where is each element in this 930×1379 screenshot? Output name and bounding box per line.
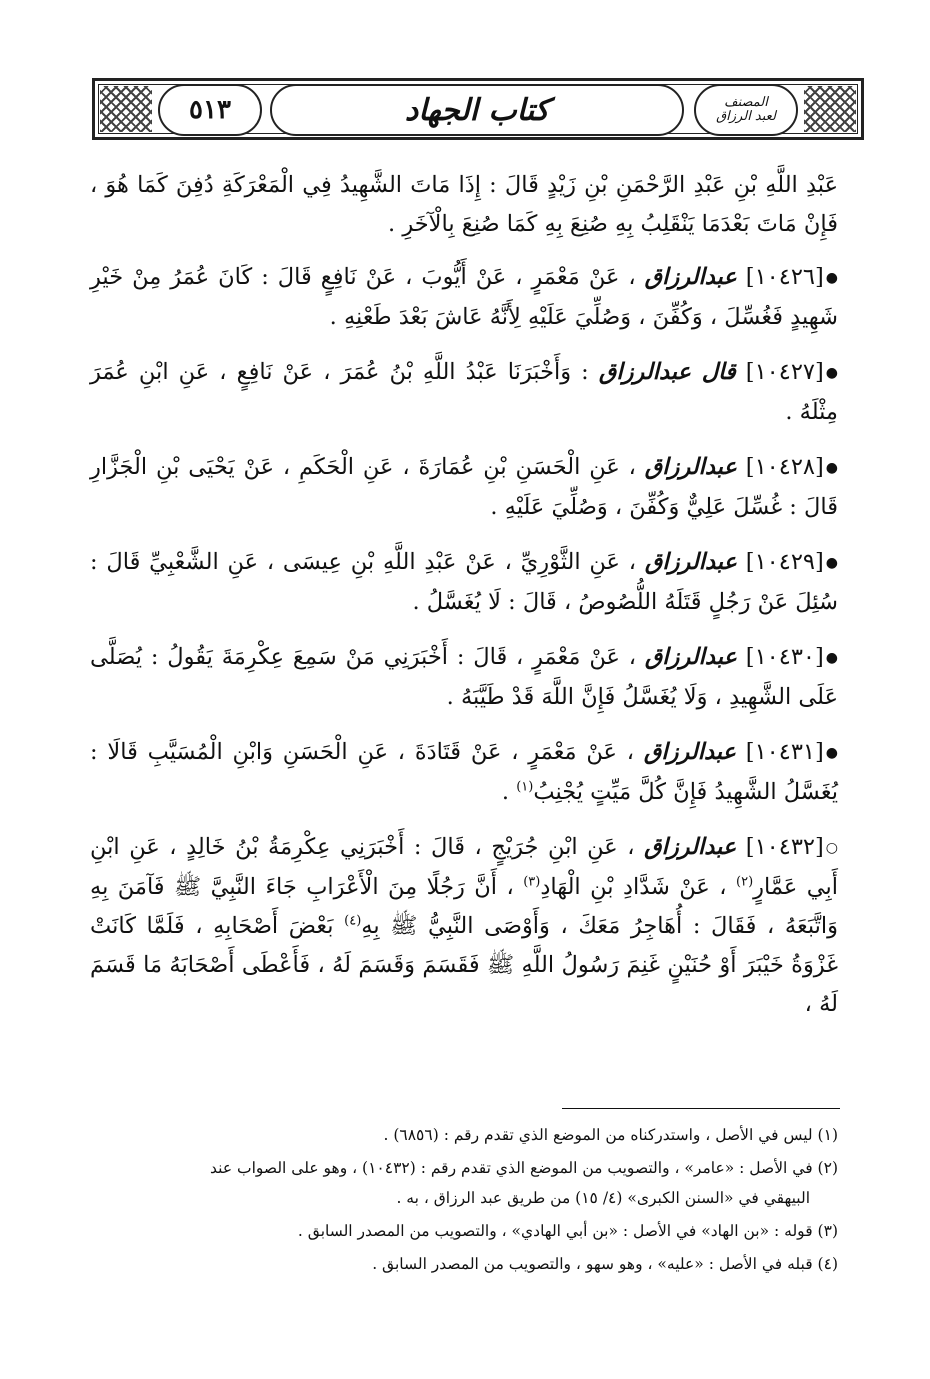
footnote-ref[interactable]: (٣)	[523, 874, 541, 890]
footnote-text: قبله في الأصل : «عليه» ، وهو سهو ، والتصويب من المصدر السابق .	[372, 1255, 813, 1273]
footnote-item	[90, 1216, 838, 1246]
page-number-cartouche	[158, 84, 262, 136]
series-title	[706, 96, 786, 124]
hadith-number: [١٠٤٢٩]	[745, 549, 824, 575]
page-header	[92, 78, 864, 140]
hadith-text-end: .	[501, 779, 517, 805]
footnote-label: (٢)	[817, 1159, 838, 1177]
paragraph-text: عَبْدِ اللَّهِ بْنِ عَبْدِ الرَّحْمَنِ بْنِ زَيْدٍ قَالَ : إِذَا مَاتَ الشَّهِيدُ فِي الْمَعْرَكَةِ دُفِنَ كَمَا هُوَ ، فَإِنْ مَاتَ بَعْدَمَا يَنْقَلِبُ بِهِ صُنِعَ بِهِ كَمَا صُنِعَ بِالْآخَرِ .	[90, 172, 838, 237]
narrator-name: قال عبدالرزاق	[598, 359, 736, 385]
footnote-item	[90, 1120, 838, 1150]
footnotes	[90, 1120, 838, 1282]
footnote-text: قوله : «بن الهاد» في الأصل : «بن أبي الهادي» ، والتصويب من المصدر السابق .	[297, 1222, 813, 1240]
footnote-ref[interactable]: (١)	[516, 779, 534, 795]
hadith-text: ، عَنْ مَعْمَرٍ ، قَالَ : أَخْبَرَنِي مَنْ سَمِعَ عِكْرِمَةَ يَقُولُ : يُصَلَّى عَلَى الشَّهِيدِ ، وَلَا يُغَسَّلُ فَإِنَّ اللَّهَ قَدْ طَيَّبَهُ .	[90, 644, 838, 710]
bullet-marker: ●	[825, 270, 838, 286]
hadith-paragraph	[90, 543, 838, 622]
series-title-line2: لعبد الرزاق	[716, 109, 776, 124]
ornament-right-icon	[804, 86, 856, 132]
narrator-name: عبدالرزاق	[644, 264, 737, 290]
footnote-text-continuation: البيهقي في «السنن الكبرى» (٤/ ١٥) من طريق عبد الرزاق ، به .	[396, 1189, 810, 1207]
bullet-marker: ●	[825, 365, 839, 381]
hadith-text: ، عَنْ مَعْمَرٍ ، عَنْ قَتَادَةَ ، عَنِ الْحَسَنِ وَابْنِ الْمُسَيَّبِ قَالَا : يُغَسَّلُ الشَّهِيدُ فَإِنَّ كُلَّ مَيِّتٍ يُجْنِبُ	[90, 739, 838, 805]
hadith-text: بَعْضَ أَصْحَابِهِ ، فَلَمَّا كَانَتْ غَزْوَةُ خَيْبَرَ أَوْ حُنَيْنٍ غَنِمَ رَسُولُ اللَّهِ ﷺ فَقَسَمَ وَقَسَمَ لَهُ ، فَأَعْطَى أَصْحَابَهُ مَا قَسَمَ لَهُ ،	[90, 913, 838, 1017]
page-number: ٥١٣	[189, 95, 231, 125]
hadith-number: [١٠٤٣٠]	[745, 644, 824, 670]
footnote-ref[interactable]: (٢)	[736, 874, 754, 890]
bullet-marker: ●	[825, 745, 839, 761]
hadith-text: ، عَنْ شَدَّادِ بْنِ الْهَادِ	[540, 874, 736, 900]
hadith-text: ، عَنِ ابْنِ جُرَيْجٍ ، قَالَ : أَخْبَرَنِي عِكْرِمَةُ بْنُ خَالِدٍ ، عَنِ ابْنِ أَبِي عَمَّارٍ	[90, 834, 838, 900]
narrator-name: عبدالرزاق	[644, 834, 737, 860]
book-title-cartouche	[270, 84, 684, 136]
hadith-paragraph	[90, 828, 838, 1024]
hadith-text: ، عَنِ الْحَسَنِ بْنِ عُمَارَةَ ، عَنِ الْحَكَمِ ، عَنْ يَحْيَى بْنِ الْجَزَّارِ قَالَ : غُسِّلَ عَلِيٌّ وَكُفِّنَ ، وَصُلِّيَ عَلَيْهِ .	[90, 454, 838, 520]
book-title: كتاب الجهاد	[404, 92, 550, 128]
footnote-ref[interactable]: (٤)	[344, 913, 362, 929]
narrator-name: عبدالرزاق	[644, 644, 737, 670]
series-title-cartouche	[694, 84, 798, 136]
footnote-divider	[562, 1108, 840, 1109]
hadith-paragraph	[90, 258, 838, 337]
bullet-marker: ●	[825, 460, 838, 476]
hadith-text: ، عَنْ مَعْمَرٍ ، عَنْ أَيُّوبَ ، عَنْ نَافِعٍ قَالَ : كَانَ عُمَرُ مِنْ خَيْرِ شَهِيدٍ فَغُسِّلَ ، وَكُفِّنَ ، وَصُلِّيَ عَلَيْهِ لِأَنَّهُ عَاشَ بَعْدَ طَعْنِهِ .	[90, 264, 838, 330]
hadith-text: : وَأَخْبَرَنَا عَبْدُ اللَّهِ بْنُ عُمَرَ ، عَنْ نَافِعٍ ، عَنِ ابْنِ عُمَرَ مِثْلَهُ .	[90, 359, 838, 425]
footnote-label: (٣)	[817, 1222, 838, 1240]
series-title-line1: المصنف	[724, 95, 768, 110]
paragraph-continuation	[90, 166, 838, 244]
hadith-paragraph	[90, 353, 838, 432]
ornament-left-icon	[100, 86, 152, 132]
bullet-marker: ●	[825, 650, 838, 666]
hadith-number: [١٠٤٣٢]	[745, 834, 824, 860]
footnote-item	[90, 1153, 838, 1213]
footnote-text: ليس في الأصل ، واستدركناه من الموضع الذي تقدم رقم : (٦٨٥٦) .	[383, 1126, 813, 1144]
hadith-paragraph	[90, 638, 838, 717]
hadith-text: ، عَنِ الثَّوْرِيِّ ، عَنْ عَبْدِ اللَّهِ بْنِ عِيسَى ، عَنِ الشَّعْبِيِّ قَالَ : سُئِلَ عَنْ رَجُلٍ قَتَلَهُ اللُّصُوصُ ، قَالَ : لَا يُغَسَّلُ .	[90, 549, 838, 615]
hadith-paragraph	[90, 448, 838, 527]
footnote-item	[90, 1249, 838, 1279]
bullet-marker: ●	[825, 555, 839, 571]
footnote-label: (١)	[817, 1126, 838, 1144]
hadith-number: [١٠٤٢٦]	[745, 264, 824, 290]
footnote-label: (٤)	[817, 1255, 838, 1273]
footnote-text: في الأصل : «عامر» ، والتصويب من الموضع الذي تقدم رقم : (١٠٤٣٢) ، وهو على الصواب عند	[210, 1159, 813, 1177]
hadith-body	[90, 166, 838, 1040]
narrator-name: عبدالرزاق	[644, 549, 737, 575]
hadith-paragraph	[90, 733, 838, 812]
bullet-marker: ○	[825, 840, 839, 856]
hadith-number: [١٠٤٣١]	[745, 739, 824, 765]
hadith-number: [١٠٤٢٧]	[745, 359, 824, 385]
hadith-text: ، أَنَّ رَجُلًا مِنَ الْأَعْرَابِ جَاءَ النَّبِيَّ ﷺ فَآمَنَ بِهِ وَاتَّبَعَهُ ، فَقَالَ : أُهَاجِرُ مَعَكَ ، وَأَوْصَى النَّبِيُّ ﷺ بِهِ	[90, 874, 838, 939]
narrator-name: عبدالرزاق	[644, 454, 737, 480]
narrator-name: عبدالرزاق	[643, 739, 736, 765]
hadith-number: [١٠٤٢٨]	[745, 454, 824, 480]
